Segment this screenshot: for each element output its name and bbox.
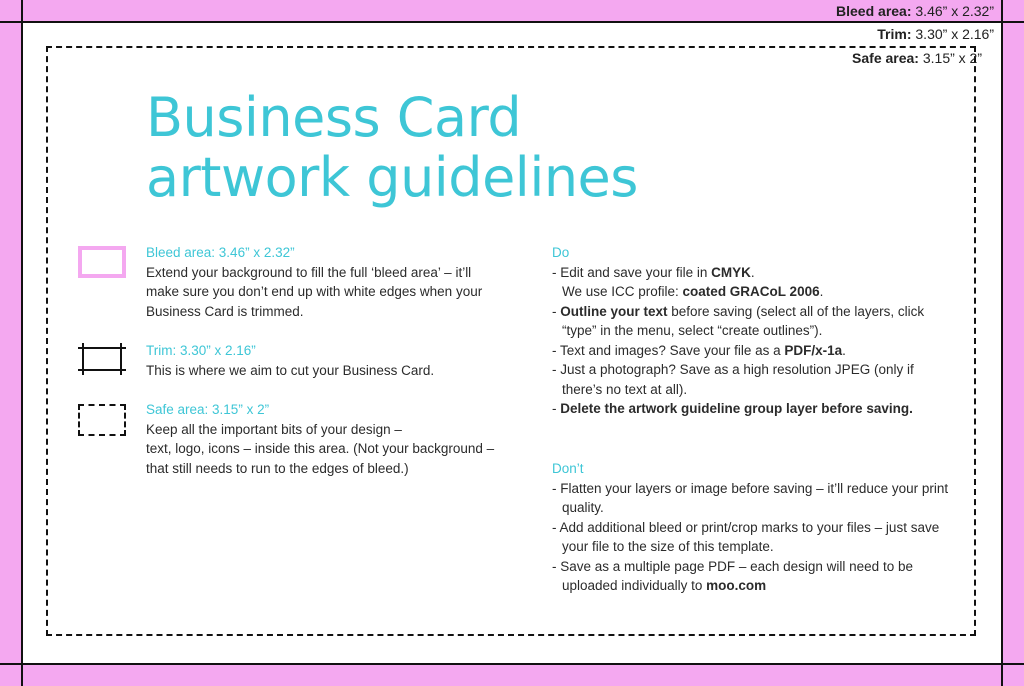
legend-trim: [146, 341, 536, 380]
do-item: - Just a photograph? Save as a high resolution JPEG (only if there’s no text at all).: [552, 360, 952, 399]
do-item: - Text and images? Save your file as a PDF/x-1a.: [552, 341, 952, 361]
trim-label-value: 3.30” x 2.16”: [911, 26, 994, 42]
safe-swatch-icon: [78, 404, 126, 436]
legend-safe: [146, 400, 536, 478]
dont-item: - Flatten your layers or image before saving – it’ll reduce your print quality.: [552, 479, 952, 518]
bleed-area-label-value: 3.46” x 2.32”: [911, 3, 994, 19]
legend-bleed: [146, 243, 536, 321]
dont-heading: Don’t: [552, 461, 584, 476]
legend-bleed-line: Extend your background to fill the full ‘bleed area’ – it’ll: [146, 264, 472, 280]
bleed-band-bottom: [0, 664, 1024, 686]
legend-bleed-heading: Bleed area: 3.46” x 2.32”: [146, 245, 295, 260]
legend-trim-line: This is where we aim to cut your Business Card.: [146, 362, 435, 378]
do-item: - Outline your text before saving (select all of the layers, click “type” in the menu, select “create outlines”).: [552, 302, 952, 341]
do-item-continuation: We use ICC profile: coated GRACoL 2006.: [562, 284, 824, 299]
trim-line-top: [0, 21, 1024, 23]
legend-safe-line: text, logo, icons – inside this area. (Not your background –: [146, 441, 495, 456]
dont-list: [552, 479, 952, 596]
bleed-area-label: [836, 3, 994, 19]
do-item: - Delete the artwork guideline group layer before saving.: [552, 399, 952, 419]
trim-line-left: [21, 0, 23, 686]
bleed-swatch-icon: [78, 246, 126, 278]
bleed-area-label-key: Bleed area:: [836, 3, 912, 19]
do-section: [552, 243, 952, 419]
legend-bleed-line: Business Card is trimmed.: [146, 303, 304, 319]
dont-item: - Save as a multiple page PDF – each design will need to be uploaded individually to moo.com: [552, 557, 952, 596]
bleed-band-left: [0, 0, 22, 686]
legend-safe-line: Keep all the important bits of your design –: [146, 421, 402, 437]
trim-line-bottom: [0, 663, 1024, 665]
trim-swatch-icon: [78, 343, 126, 375]
legend-trim-heading: Trim: 3.30” x 2.16”: [146, 343, 256, 358]
legend-safe-line: that still needs to run to the edges of bleed.): [146, 460, 409, 476]
legend-safe-heading: Safe area: 3.15” x 2”: [146, 402, 270, 417]
dont-section: [552, 459, 952, 596]
safe-area-label-key: Safe area:: [852, 50, 919, 66]
title-line-2: artwork guidelines: [146, 146, 638, 209]
safe-area-label-value: 3.15” x 2”: [918, 50, 982, 66]
trim-label-key: Trim:: [877, 26, 912, 42]
legend-bleed-line: make sure you don’t end up with white edges when your: [146, 284, 483, 299]
trim-label: [877, 26, 994, 42]
safe-area-label: [852, 50, 982, 66]
do-item: - Edit and save your file in CMYK.: [552, 263, 952, 283]
dont-item: - Add additional bleed or print/crop marks to your files – just save your file to the size of this template.: [552, 518, 952, 557]
page-title: [146, 88, 638, 208]
do-list: [552, 263, 952, 419]
trim-line-right: [1001, 0, 1003, 686]
bleed-band-right: [1002, 0, 1024, 686]
title-line-1: Business Card: [146, 86, 522, 149]
do-heading: Do: [552, 245, 570, 260]
